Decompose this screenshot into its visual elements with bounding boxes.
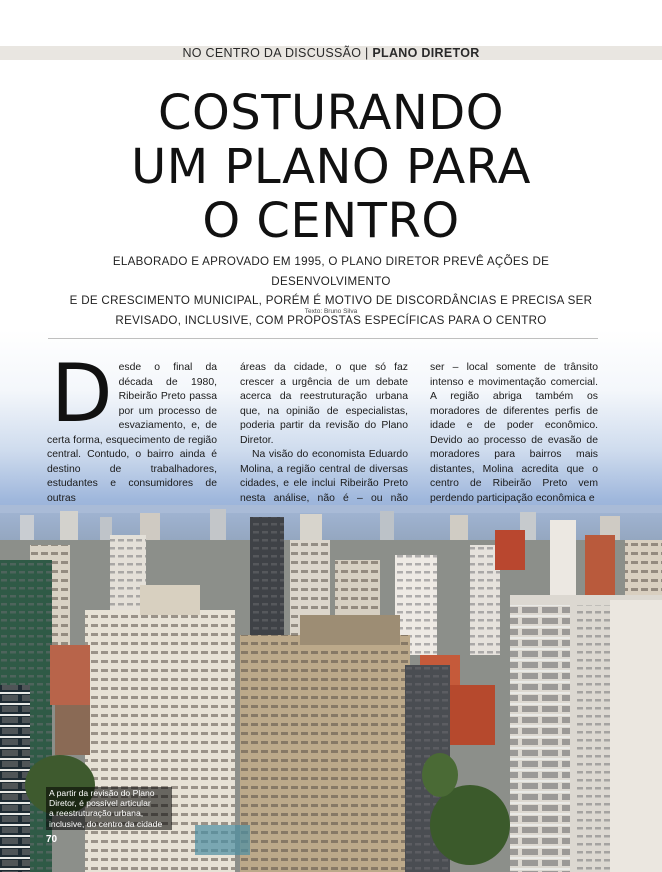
body-paragraph: áreas da cidade, o que só faz crescer a urgência de um debate acerca da reestruturação urbana que, na opinião de especialistas, poderia partir da revisão do Plano Diretor.: [240, 362, 408, 446]
caption-line: inclusive, do centro da cidade: [49, 818, 163, 829]
title-line: UM PLANO PARA: [131, 139, 531, 195]
section-label: [0, 46, 662, 61]
section-prefix: NO CENTRO DA DISCUSSÃO |: [182, 46, 369, 60]
article-deck: [60, 252, 602, 330]
caption-line: Diretor, é possível articular: [49, 798, 151, 809]
body-column-1: [47, 347, 217, 506]
author-credit: Texto: Bruno Silva: [304, 308, 358, 315]
title-line: O CENTRO: [202, 193, 460, 249]
page-number: 70: [46, 834, 58, 845]
section-topic: PLANO DIRETOR: [372, 46, 480, 60]
body-paragraph: esde o final da década de 1980, Ribeirão Preto passa por um processo de esvaziamento, e, de certa forma, esquecimento de região central. Contudo, o bairro ainda é destino de trabalhadores, estudantes e consumidores de outras: [47, 362, 217, 504]
article-title: [0, 86, 662, 248]
body-paragraph: Na visão do economista Eduardo Molina, a região central de diversas cidades, e ele inclui Ribeirão Preto nesta análise, não é – ou não: [240, 449, 408, 504]
photo-caption: [46, 787, 172, 830]
body-column-2: [240, 361, 408, 521]
title-line: COSTURANDO: [157, 85, 505, 141]
divider: [48, 338, 598, 339]
body-column-3: [430, 361, 598, 506]
deck-line: REVISADO, INCLUSIVE, COM PROPOSTAS ESPECÍFICAS PARA O CENTRO: [115, 313, 547, 327]
drop-cap: D: [51, 347, 113, 440]
caption-line: A partir da revisão do Plano: [49, 788, 155, 798]
deck-line: ELABORADO E APROVADO EM 1995, O PLANO DIRETOR PREVÊ AÇÕES DE DESENVOLVIMENTO: [112, 255, 550, 288]
deck-line: E DE CRESCIMENTO MUNICIPAL, PORÉM É MOTIVO DE DISCORDÂNCIAS E PRECISA SER: [69, 294, 593, 307]
caption-line: a reestruturação urbana,: [49, 808, 144, 819]
body-paragraph: ser – local somente de trânsito intenso e movimentação comercial. A região abriga também os moradores de diferentes perfis de idade e de poder econômico. Devido ao processo de evasão de moradores para bairros mais distantes, Molina acredita que o centro de Ribeirão Preto vem perdendo participação econômica e: [430, 362, 598, 504]
